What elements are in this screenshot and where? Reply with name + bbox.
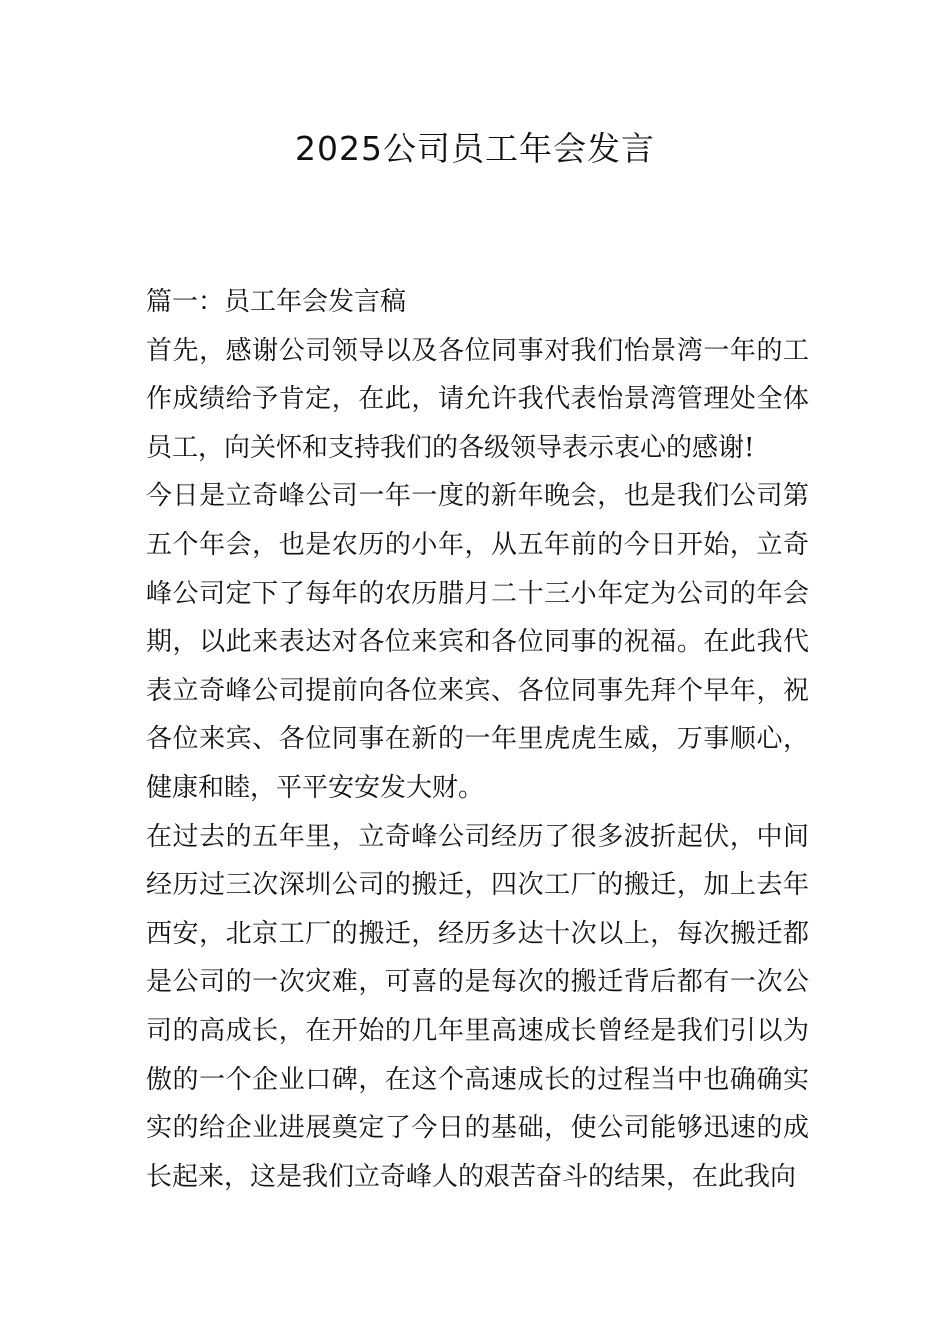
paragraph-3: 在过去的五年里，立奇峰公司经历了很多波折起伏，中间经历过三次深圳公司的搬迁，四次工厂的搬迁，加上去年西安，北京工厂的搬迁，经历多达十次以上，每次搬迁都是公司的一次灾难，可喜的是每次的搬迁背后都有一次公司的高成长，在开始的几年里高速成长曾经是我们引以为傲的一个企业口碑，在这个高速成长的过程当中也确确实实的给企业进展奠定了今日的基础，使公司能够迅速的成长起来，这是我们立奇峰人的艰苦奋斗的结果，在此我向 xyxy=(146,821,809,1192)
paragraph-2: 今日是立奇峰公司一年一度的新年晚会，也是我们公司第五个年会，也是农历的小年，从五年前的今日开始，立奇峰公司定下了每年的农历腊月二十三小年定为公司的年会期，以此来表达对各位来宾和各位同事的祝福。在此我代表立奇峰公司提前向各位来宾、各位同事先拜个早年，祝各位来宾、各位同事在新的一年里虎虎生威，万事顺心，健康和睦，平平安安发大财。 xyxy=(146,481,809,803)
document-body xyxy=(146,278,809,1201)
section-heading: 篇一：员工年会发言稿 xyxy=(146,287,407,317)
document-title: 2025公司员工年会发言 xyxy=(295,129,655,168)
paragraph-1: 首先，感谢公司领导以及各位同事对我们怡景湾一年的工作成绩给予肯定，在此，请允许我代表怡景湾管理处全体员工，向关怀和支持我们的各级领导表示衷心的感谢! xyxy=(146,335,809,463)
